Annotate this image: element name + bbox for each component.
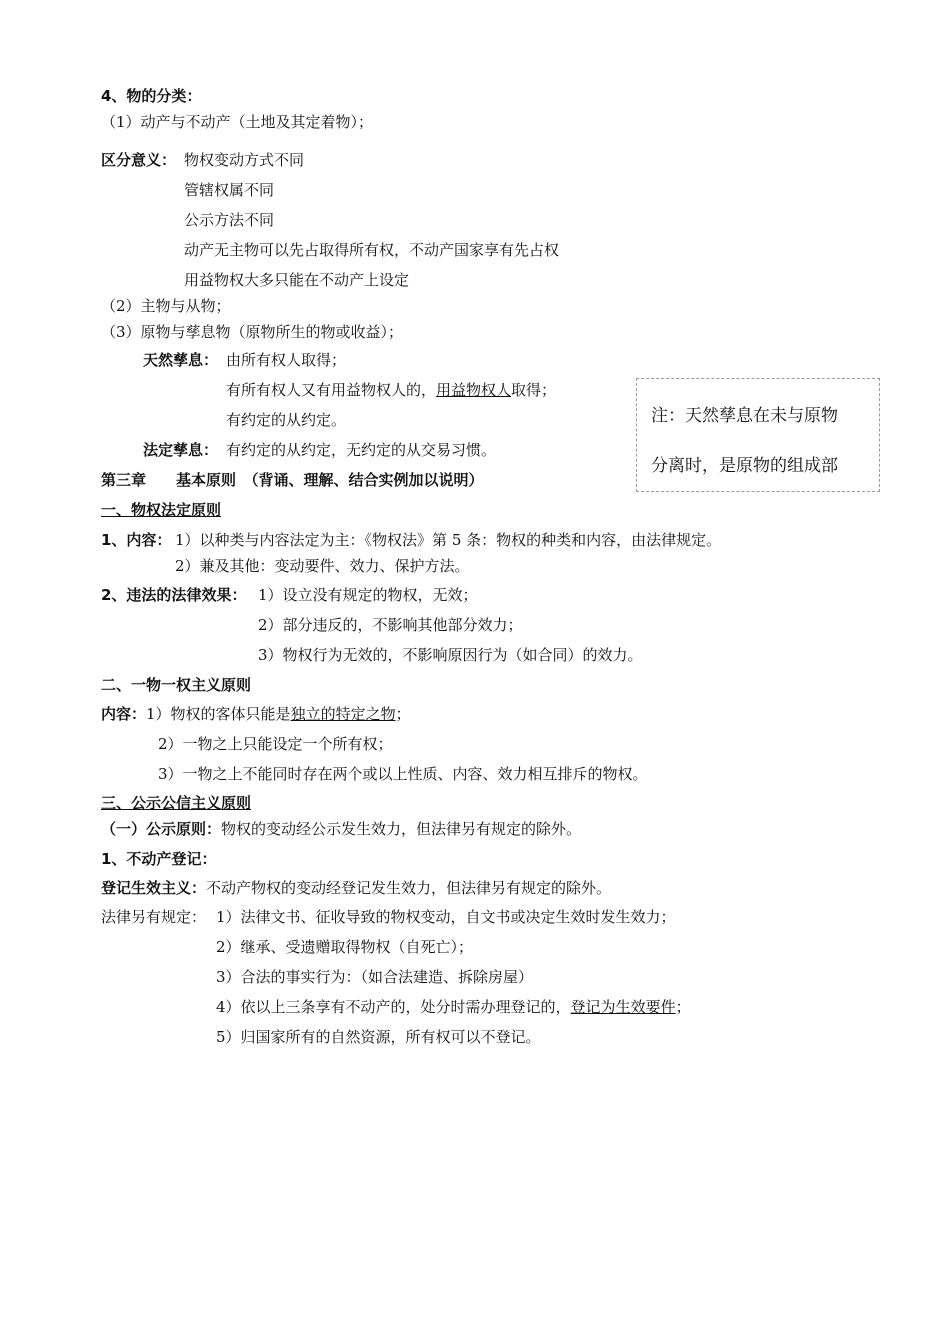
principle-2-title: 二、一物一权主义原则 <box>101 676 252 694</box>
note-line-2: 分离时，是原物的组成部 <box>651 456 838 476</box>
legal-exception-3: 3）合法的事实行为：（如合法建造、拆除房屋） <box>216 968 534 986</box>
list-item-2: （2）主物与从物； <box>101 297 231 315</box>
legal-exception-4: 4）依以上三条享有不动产的，处分时需办理登记的，登记为生效要件； <box>216 998 691 1016</box>
section-4-title: 4、物的分类： <box>101 87 202 105</box>
natural-fruit-label: 天然孳息： <box>143 351 219 369</box>
significance-item-3: 公示方法不同 <box>184 211 275 229</box>
principle-1-violation-1: 1）设立没有规定的物权，无效； <box>258 586 478 604</box>
significance-item-4: 动产无主物可以先占取得所有权，不动产国家享有先占权 <box>184 241 560 259</box>
natural-fruit-rule-1: 由所有权人取得； <box>226 351 347 369</box>
natural-fruit-rule-2: 有所有权人又有用益物权人的，用益物权人取得； <box>226 381 557 399</box>
legal-exception-label: 法律另有规定： <box>101 908 207 926</box>
registration-effect: 登记生效主义：不动产物权的变动经登记发生效力，但法律另有规定的除外。 <box>101 879 612 897</box>
significance-item-2: 管辖权属不同 <box>184 181 275 199</box>
note-box <box>636 378 880 492</box>
legal-exception-5: 5）归国家所有的自然资源，所有权可以不登记。 <box>216 1028 541 1046</box>
legal-exception-2: 2）继承、受遗赠取得物权（自死亡）； <box>216 938 474 956</box>
real-estate-registration-title: 1、不动产登记： <box>101 850 217 868</box>
chapter-3-title: 第三章 基本原则 （背诵、理解、结合实例加以说明） <box>101 471 484 489</box>
principle-2-item-2: 2）一物之上只能设定一个所有权； <box>158 735 393 753</box>
significance-item-5: 用益物权大多只能在不动产上设定 <box>184 271 410 289</box>
principle-1-title: 一、物权法定原则 <box>101 501 222 519</box>
publicity-principle: （一）公示原则：物权的变动经公示发生效力，但法律另有规定的除外。 <box>101 820 582 838</box>
legal-fruit-label: 法定孳息： <box>143 441 219 459</box>
principle-1-violation-2: 2）部分违反的，不影响其他部分效力； <box>258 616 523 634</box>
principle-3-title: 三、公示公信主义原则 <box>101 794 252 812</box>
legal-exception-1: 1）法律文书、征收导致的物权变动，自文书或决定生效时发生效力； <box>216 908 676 926</box>
principle-1-content-1: 1）以种类与内容法定为主：《物权法》第 5 条：物权的种类和内容，由法律规定。 <box>175 531 722 549</box>
principle-1-violation-label: 2、违法的法律效果： <box>101 586 247 604</box>
principle-2-item-3: 3）一物之上不能同时存在两个或以上性质、内容、效力相互排斥的物权。 <box>158 765 648 783</box>
significance-label: 区分意义： <box>101 151 177 169</box>
list-item-1: （1）动产与不动产（土地及其定着物）； <box>101 113 374 131</box>
principle-2-item-1: 内容：1）物权的客体只能是独立的特定之物； <box>101 705 411 723</box>
note-line-1: 注：天然孳息在未与原物 <box>651 406 838 426</box>
list-item-3: （3）原物与孳息物（原物所生的物或收益）； <box>101 323 404 341</box>
principle-1-content-2: 2）兼及其他：变动要件、效力、保护方法。 <box>175 557 470 575</box>
significance-item-1: 物权变动方式不同 <box>184 151 305 169</box>
principle-1-content-label: 1、内容： <box>101 531 172 549</box>
natural-fruit-rule-3: 有约定的从约定。 <box>226 411 347 429</box>
principle-1-violation-3: 3）物权行为无效的，不影响原因行为（如合同）的效力。 <box>258 646 643 664</box>
legal-fruit-text: 有约定的从约定，无约定的从交易习惯。 <box>226 441 497 459</box>
